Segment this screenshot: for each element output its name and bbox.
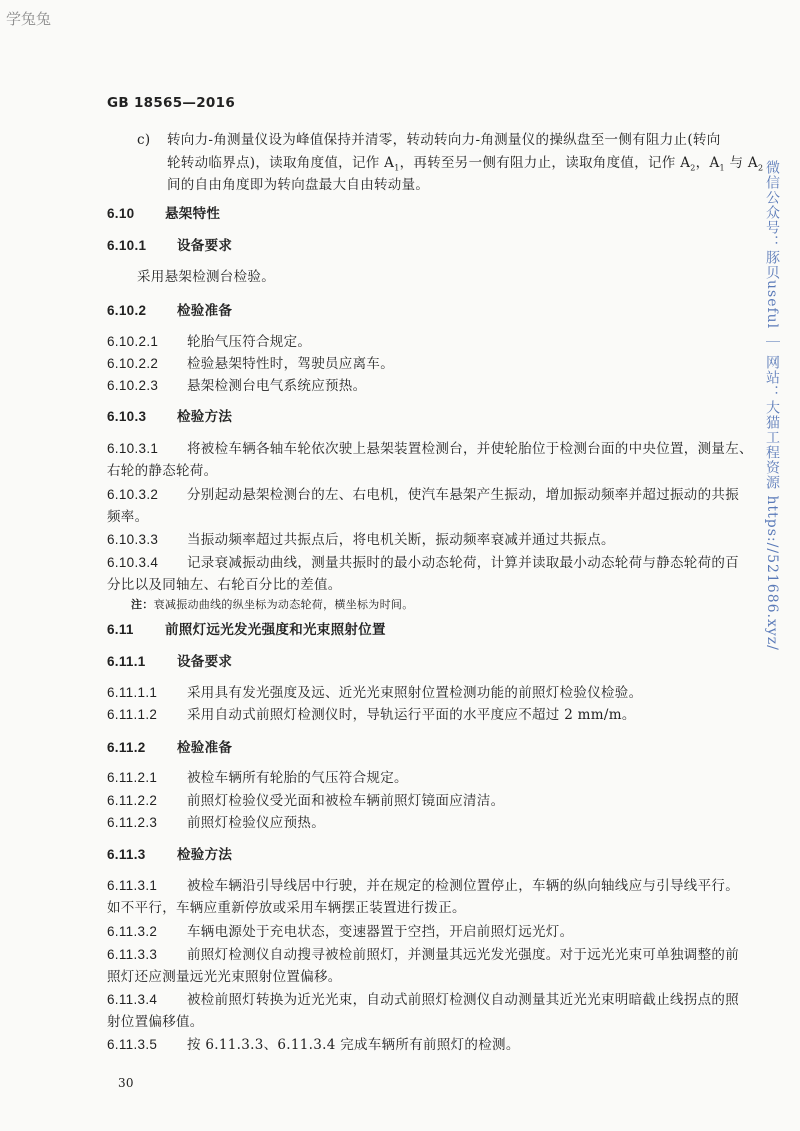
section-number: 6.10.2 <box>107 303 147 318</box>
section-heading <box>107 653 232 671</box>
text: ，A <box>695 155 720 171</box>
section-number: 6.11.3 <box>107 847 146 862</box>
page-number: 30 <box>118 1076 134 1090</box>
clause-number: 6.11.1.2 <box>107 707 158 722</box>
section-title: 检验准备 <box>177 303 233 319</box>
note <box>131 596 414 614</box>
clause <box>107 355 394 373</box>
clause <box>107 684 642 702</box>
standard-header: GB 18565—2016 <box>107 95 236 111</box>
clause-text: 将被检车辆各轴车轮依次驶上悬架装置检测台，并使轮胎位于检测台面的中央位置，测量左、 <box>187 441 753 457</box>
section-heading <box>107 408 232 426</box>
clause-text: 被检前照灯转换为近光光束，自动式前照灯检测仪自动测量其近光光束明暗截止线拐点的照 <box>187 992 739 1008</box>
clause-number: 6.10.3.2 <box>107 487 159 502</box>
clause-text: 按 6.11.3.3、6.11.3.4 完成车辆所有前照灯的检测。 <box>187 1037 520 1053</box>
clause-number: 6.11.3.5 <box>107 1037 158 1052</box>
clause-number: 6.11.2.2 <box>107 793 158 808</box>
clause <box>107 486 739 504</box>
clause-text: 被检车辆所有轮胎的气压符合规定。 <box>187 770 408 786</box>
clause-text: 车辆电源处于充电状态，变速器置于空挡，开启前照灯远光灯。 <box>187 924 574 940</box>
section-heading <box>107 205 220 223</box>
clause-number: 6.11.3.1 <box>107 878 158 893</box>
clause <box>107 1036 520 1054</box>
text: 与 A <box>724 155 758 171</box>
clause-number: 6.10.3.3 <box>107 532 159 547</box>
clause-number: 6.10.3.4 <box>107 555 159 570</box>
subscript: 2 <box>757 163 764 173</box>
clause <box>107 377 366 395</box>
clause <box>107 877 739 895</box>
section-title: 悬架特性 <box>165 206 221 222</box>
clause-number: 6.11.2.3 <box>107 815 158 830</box>
clause <box>107 440 753 458</box>
subscript: 1 <box>719 163 725 173</box>
subscript: 1 <box>394 163 400 173</box>
clause <box>107 531 615 549</box>
section-heading <box>107 302 232 320</box>
clause <box>107 554 739 572</box>
clause-text: 采用具有发光强度及远、近光光束照射位置检测功能的前照灯检验仪检验。 <box>187 685 643 701</box>
clause-text: 前照灯检测仪自动搜寻被检前照灯，并测量其远光发光强度。对于远光光束可单独调整的前 <box>187 947 739 963</box>
clause <box>107 333 311 351</box>
clause-text: 当振动频率超过共振点后，将电机关断，振动频率衰减并通过共振点。 <box>187 532 615 548</box>
section-title: 检验准备 <box>177 740 233 756</box>
clause-text: 分别起动悬架检测台的左、右电机，使汽车悬架产生振动，增加振动频率并超过振动的共振 <box>187 487 739 503</box>
clause-number: 6.11.3.2 <box>107 924 158 939</box>
section-heading <box>107 739 232 757</box>
item-c-line2 <box>167 154 763 178</box>
clause-text: 悬架检测台电气系统应预热。 <box>187 378 367 394</box>
section-number: 6.11 <box>107 622 134 637</box>
section-title: 检验方法 <box>177 409 233 425</box>
clause <box>107 706 636 724</box>
text: ，再转至另一侧有阻力止，读取角度值，记作 A <box>399 155 691 171</box>
item-c <box>137 131 721 149</box>
paragraph: 采用悬架检测台检验。 <box>137 269 275 285</box>
clause-number: 6.11.1.1 <box>107 685 158 700</box>
section-heading <box>107 237 232 255</box>
clause-text: 采用自动式前照灯检测仪时，导轨运行平面的水平度应不超过 2 mm/m。 <box>187 707 636 723</box>
clause-continuation: 右轮的静态轮荷。 <box>107 463 218 479</box>
section-number: 6.10.1 <box>107 238 147 253</box>
clause-number: 6.11.3.4 <box>107 992 158 1007</box>
clause-number: 6.10.2.3 <box>107 378 159 393</box>
clause <box>107 923 573 941</box>
watermark-top-left: 学兔兔 <box>6 10 52 28</box>
clause-text: 前照灯检验仪受光面和被检车辆前照灯镜面应清洁。 <box>187 793 505 809</box>
clause-continuation: 射位置偏移值。 <box>107 1014 204 1030</box>
clause-text: 被检车辆沿引导线居中行驶，并在规定的检测位置停止，车辆的纵向轴线应与引导线平行。 <box>187 878 739 894</box>
clause <box>107 946 739 964</box>
section-number: 6.10.3 <box>107 409 147 424</box>
clause-number: 6.10.3.1 <box>107 441 159 456</box>
clause-text: 检验悬架特性时，驾驶员应离车。 <box>187 356 394 372</box>
note-label: 注： <box>131 598 154 611</box>
section-heading <box>107 846 232 864</box>
watermark-side: 微信公众号：豚贝useful ｜ 网站：大猫工程资源 https://521686.xyz/ <box>764 160 780 651</box>
section-number: 6.10 <box>107 206 135 221</box>
item-c-line1: 转向力-角测量仪设为峰值保持并清零，转动转向力-角测量仪的操纵盘至一侧有阻力止(转向 <box>167 132 721 148</box>
section-title: 设备要求 <box>177 238 233 254</box>
item-c-line3: 间的自由角度即为转向盘最大自由转动量。 <box>167 177 430 193</box>
section-title: 前照灯远光发光强度和光束照射位置 <box>165 622 386 638</box>
clause <box>107 814 325 832</box>
clause <box>107 769 408 787</box>
section-number: 6.11.1 <box>107 654 146 669</box>
clause-number: 6.10.2.2 <box>107 356 159 371</box>
clause-number: 6.11.3.3 <box>107 947 158 962</box>
clause-continuation: 如不平行，车辆应重新停放或采用车辆摆正装置进行拨正。 <box>107 900 466 916</box>
section-heading <box>107 621 386 639</box>
note-text: 衰减振动曲线的纵坐标为动态轮荷，横坐标为时间。 <box>153 598 414 611</box>
clause <box>107 792 504 810</box>
clause-number: 6.11.2.1 <box>107 770 158 785</box>
section-title: 设备要求 <box>177 654 233 670</box>
clause-text: 轮胎气压符合规定。 <box>187 334 312 350</box>
clause-number: 6.10.2.1 <box>107 334 159 349</box>
section-number: 6.11.2 <box>107 740 146 755</box>
text: 轮转动临界点)，读取角度值，记作 A <box>167 155 395 171</box>
clause-text: 前照灯检验仪应预热。 <box>187 815 325 831</box>
item-c-label: c) <box>137 132 151 148</box>
clause <box>107 991 739 1009</box>
clause-text: 记录衰减振动曲线，测量共振时的最小动态轮荷，计算并读取最小动态轮荷与静态轮荷的百 <box>187 555 739 571</box>
section-title: 检验方法 <box>177 847 233 863</box>
subscript: 2 <box>690 163 696 173</box>
clause-continuation: 照灯还应测量远光光束照射位置偏移。 <box>107 969 342 985</box>
clause-continuation: 频率。 <box>107 509 149 525</box>
clause-continuation: 分比以及同轴左、右轮百分比的差值。 <box>107 577 342 593</box>
